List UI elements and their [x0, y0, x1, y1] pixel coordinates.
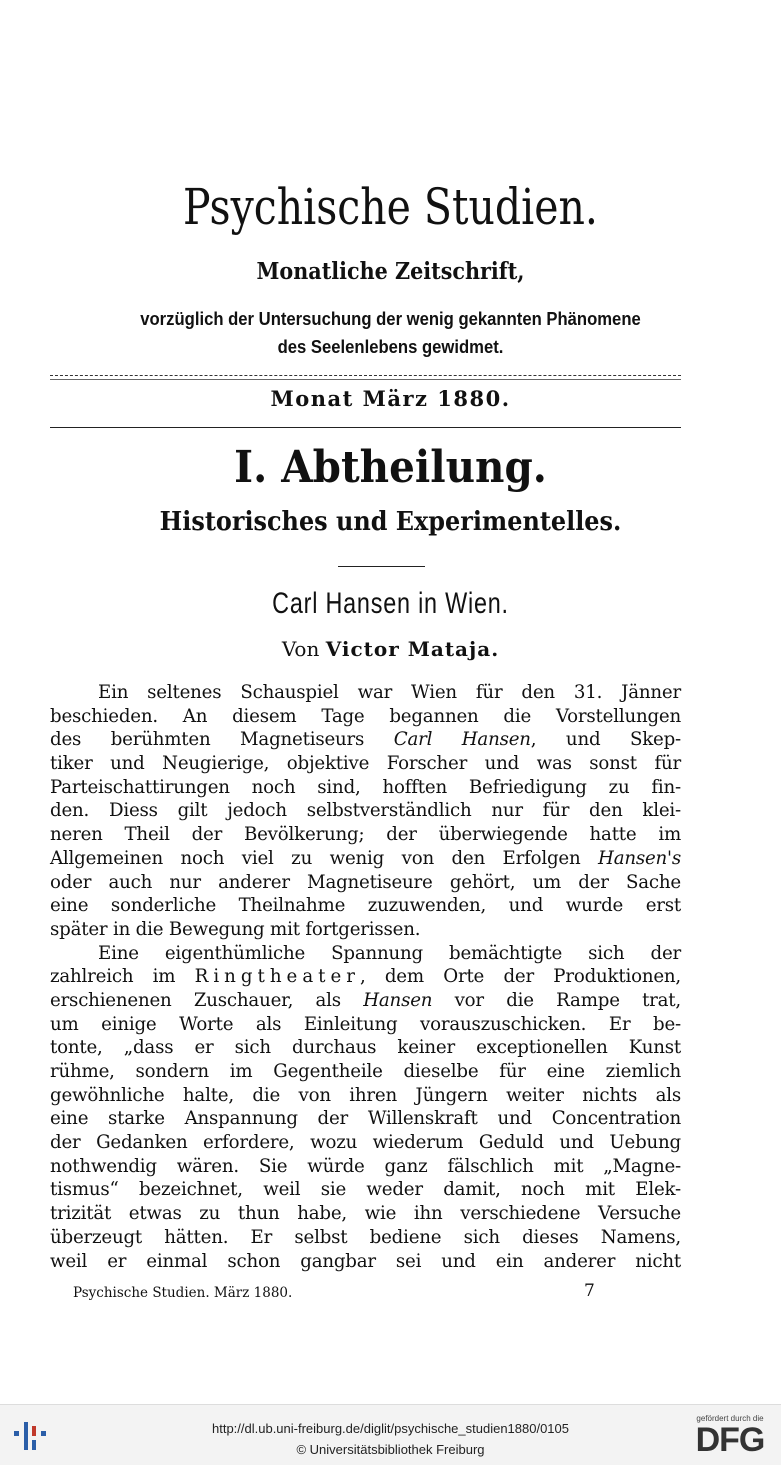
permalink-url[interactable]: http://dl.ub.uni-freiburg.de/diglit/psychische_studien1880/0105: [211, 1421, 570, 1436]
section-title: I. Abtheilung.: [234, 442, 547, 493]
body-line: tonte, „dass er sich durchaus keiner exceptionellen Kunst: [50, 1037, 681, 1059]
journal-tagline-line-1: vorzüglich der Untersuchung der wenig gekannten Phänomene: [140, 308, 641, 329]
body-line: Ein seltenes Schauspiel war Wien für den 31. Jänner: [98, 682, 681, 703]
dfg-funding-logo: [690, 1414, 770, 1460]
page-number: 7: [584, 1281, 595, 1301]
body-text-run: Allgemeinen noch viel zu wenig von den Erfolgen: [50, 847, 599, 869]
body-text-run: des berühmten Magnetiseurs: [50, 729, 394, 751]
header-divider-solid: [50, 427, 681, 428]
italic-name: Hansen: [363, 989, 433, 1011]
body-line: weil er einmal schon gangbar sei und ein anderer nicht: [50, 1250, 681, 1272]
article-body: [50, 681, 681, 1273]
body-line: rühme, sondern im Gegentheile dieselbe für eine ziemlich: [50, 1061, 681, 1082]
body-line: [50, 989, 681, 1013]
body-line: [50, 728, 681, 752]
byline-prefix: Von: [281, 637, 320, 661]
dfg-caption: gefördert durch die: [696, 1414, 764, 1423]
running-footer-title: Psychische Studien. März 1880.: [73, 1285, 293, 1301]
body-line: trizität etwas zu thun habe, wie ihn verschiedene Versuche: [50, 1203, 681, 1225]
body-line: nothwendig wären. Sie würde ganz fälschlich mit „Magne-: [50, 1155, 681, 1177]
body-line: beschieden. An diesem Tage begannen die Vorstellungen: [50, 705, 681, 727]
body-text-run: zahlreich im: [50, 966, 195, 988]
body-text-run: , und Skep-: [530, 729, 681, 751]
body-text-run: erschienenen Zuschauer, als: [50, 989, 364, 1011]
journal-subtitle: Monatliche Zeitschrift,: [256, 258, 525, 285]
body-line: [50, 847, 681, 871]
body-line: um einige Worte als Einleitung vorauszuschicken. Er be-: [50, 1013, 681, 1035]
spaced-emphasis: Ringtheater: [194, 966, 360, 988]
body-line: [50, 965, 681, 989]
body-line: Eine eigenthümliche Spannung bemächtigte sich der: [98, 942, 681, 964]
body-line: neren Theil der Bevölkerung; der überwiegende hatte im: [50, 824, 681, 846]
body-text-run: , dem Orte der Produktionen,: [359, 966, 681, 988]
article-title: Carl Hansen in Wien.: [272, 587, 509, 620]
journal-title: Psychische Studien.: [183, 178, 598, 236]
author-name: Victor Mataja.: [325, 637, 500, 661]
body-text-run: vor die Rampe trat,: [432, 989, 682, 1011]
body-line: der Gedanken erfordere, wozu wiederum Geduld und Uebung: [50, 1132, 681, 1154]
body-line: eine starke Anspannung der Willenskraft und Concentration: [50, 1108, 681, 1130]
header-divider-thin: [50, 379, 681, 380]
journal-tagline-line-2: des Seelenlebens gewidmet.: [277, 336, 504, 357]
body-line: tiker und Neugierige, objektive Forscher und was sonst für: [50, 753, 681, 775]
copyright-notice: © Universitätsbibliothek Freiburg: [296, 1442, 485, 1457]
body-line: später in die Bewegung mit fortgerissen.: [50, 918, 421, 940]
dfg-logo-icon: DFG: [695, 1421, 765, 1459]
body-line: den. Diess gilt jedoch selbstverständlich nur für den klei-: [50, 800, 681, 822]
section-divider: [338, 566, 425, 567]
section-subtitle: Historisches und Experimentelles.: [159, 507, 622, 537]
italic-name: Carl Hansen: [393, 729, 531, 751]
body-line: oder auch nur anderer Magnetiseure gehört, um der Sache: [50, 871, 681, 893]
italic-name: Hansen's: [598, 847, 681, 869]
body-line: gewöhnliche halte, die von ihren Jüngern weiter nichts als: [50, 1084, 681, 1106]
body-line: überzeugt hätten. Er selbst bediene sich dieses Namens,: [50, 1226, 681, 1248]
header-divider-dashed: [50, 375, 681, 376]
body-line: tismus“ bezeichnet, weil sie weder damit, noch mit Elek-: [50, 1179, 681, 1201]
issue-date: Monat März 1880.: [270, 386, 511, 411]
body-line: eine sonderliche Theilnahme zuzuwenden, und wurde erst: [50, 895, 681, 917]
body-line: Parteischattirungen noch sind, hofften Befriedigung zu fin-: [50, 776, 681, 798]
article-byline: [0, 637, 781, 661]
